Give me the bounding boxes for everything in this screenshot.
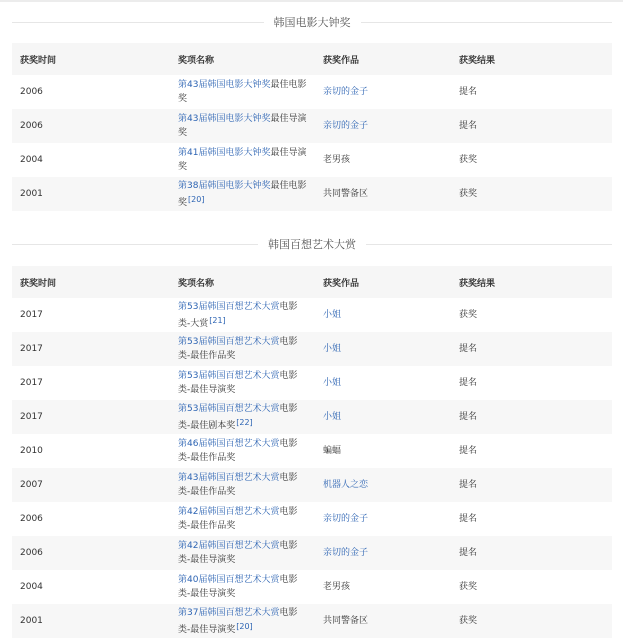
award-work-link[interactable]: 小姐 (323, 310, 342, 320)
table-row (12, 502, 612, 536)
award-name-cell (170, 109, 315, 143)
award-year: 2017 (12, 400, 170, 434)
award-year: 2017 (20, 310, 43, 320)
table-row (12, 177, 612, 211)
table-row (12, 75, 612, 109)
award-category: 电影类-最佳作品奖 (178, 337, 298, 361)
award-year: 2006 (20, 514, 43, 524)
award-category: 电影类-最佳导演奖 (178, 371, 298, 395)
award-category: 最佳电影奖 (178, 180, 307, 208)
award-year: 2004 (20, 582, 43, 592)
award-result: 提名 (451, 468, 612, 502)
award-work-cell (315, 143, 451, 177)
award-name-link[interactable]: 第46届韩国百想艺术大赏 (178, 439, 280, 449)
award-work-cell (315, 502, 451, 536)
award-work-link[interactable]: 亲切的金子 (323, 121, 369, 131)
header-result: 获奖结果 (451, 266, 612, 298)
table-header-row (12, 266, 612, 298)
table-row (12, 109, 612, 143)
award-work-cell (315, 434, 451, 468)
award-result: 提名 (451, 536, 612, 570)
award-category: 最佳导演奖 (178, 148, 307, 172)
award-category: 电影类-大赏 (178, 301, 298, 329)
award-result: 获奖 (451, 604, 612, 638)
section-title-daejong (12, 12, 612, 32)
award-name-cell (170, 536, 315, 570)
award-name-link[interactable]: 第42届韩国百想艺术大赏 (178, 507, 280, 517)
section-title-baeksang (12, 234, 612, 254)
table-row (12, 536, 612, 570)
header-year: 获奖时间 (12, 43, 170, 75)
award-category: 电影类-最佳剧本奖 (178, 403, 298, 431)
table-row (12, 400, 612, 434)
award-name-link[interactable]: 第40届韩国百想艺术大赏 (178, 575, 280, 585)
award-work: 共同警备区 (323, 616, 369, 626)
award-year: 2017 (12, 332, 170, 366)
award-name-cell (170, 604, 315, 638)
award-work-link[interactable]: 亲切的金子 (323, 514, 369, 524)
title-divider-right (366, 244, 612, 245)
table-row (12, 366, 612, 400)
award-name-link[interactable]: 第53届韩国百想艺术大赏 (178, 337, 280, 347)
award-work: 老男孩 (323, 582, 351, 592)
award-name-cell (170, 502, 315, 536)
award-year: 2001 (12, 177, 170, 211)
award-result: 提名 (451, 400, 612, 434)
table-row (12, 332, 612, 366)
award-name-cell (170, 400, 315, 434)
award-year: 2001 (12, 604, 170, 638)
header-work: 获奖作品 (315, 266, 451, 298)
table-row (12, 604, 612, 638)
award-result: 获奖 (459, 155, 478, 165)
award-work-link[interactable]: 亲切的金子 (323, 548, 369, 558)
award-name-cell (170, 75, 315, 109)
award-result: 提名 (459, 87, 478, 97)
award-year: 2010 (20, 446, 43, 456)
table-row (12, 570, 612, 604)
award-year: 2006 (12, 536, 170, 570)
award-name-link[interactable]: 第41届韩国电影大钟奖 (178, 148, 271, 158)
award-name-link[interactable]: 第43届韩国电影大钟奖 (178, 80, 271, 90)
award-category: 电影类-最佳作品奖 (178, 507, 298, 531)
award-year: 2006 (12, 109, 170, 143)
award-work-cell (315, 177, 451, 211)
citation-ref[interactable]: [21] (209, 315, 226, 325)
header-work: 获奖作品 (315, 43, 451, 75)
header-award: 奖项名称 (170, 43, 315, 75)
award-category: 最佳导演奖 (178, 114, 307, 138)
award-name-link[interactable]: 第53届韩国百想艺术大赏 (178, 371, 280, 381)
table-row (12, 434, 612, 468)
award-name-link[interactable]: 第42届韩国百想艺术大赏 (178, 541, 280, 551)
section-title-text: 韩国百想艺术大赏 (268, 238, 356, 251)
table-row (12, 298, 612, 332)
award-name-cell (170, 143, 315, 177)
award-work-link[interactable]: 小姐 (323, 412, 342, 422)
award-category: 电影类-最佳作品奖 (178, 473, 298, 497)
award-result: 提名 (451, 109, 612, 143)
award-work-cell (315, 536, 451, 570)
award-name-cell (170, 366, 315, 400)
award-work-cell (315, 366, 451, 400)
award-work-link[interactable]: 小姐 (323, 344, 342, 354)
award-work-cell (315, 468, 451, 502)
award-work: 共同警备区 (323, 189, 369, 199)
table-row (12, 143, 612, 177)
award-result: 提名 (459, 446, 478, 456)
title-divider-left (12, 22, 264, 23)
award-name-link[interactable]: 第37届韩国百想艺术大赏 (178, 607, 280, 618)
award-result: 获奖 (451, 177, 612, 211)
header-result: 获奖结果 (451, 43, 612, 75)
award-name-cell (170, 177, 315, 211)
header-year: 获奖时间 (12, 266, 170, 298)
award-year: 2017 (20, 378, 43, 388)
award-name-link[interactable]: 第53届韩国百想艺术大赏 (178, 403, 280, 414)
award-name-cell (170, 570, 315, 604)
award-name-cell (170, 332, 315, 366)
citation-ref[interactable]: [22] (236, 417, 253, 427)
daejong-award-table (12, 43, 612, 211)
top-border (0, 0, 623, 2)
award-result: 提名 (459, 378, 478, 388)
title-divider-right (361, 22, 613, 23)
section-title-text: 韩国电影大钟奖 (273, 16, 351, 29)
award-work-link[interactable]: 小姐 (323, 378, 342, 388)
award-work: 老男孩 (323, 155, 351, 165)
award-work-cell (315, 298, 451, 332)
award-name-link[interactable]: 第43届韩国百想艺术大赏 (178, 473, 280, 483)
citation-ref[interactable]: [20] (188, 194, 205, 204)
title-divider-left (12, 244, 258, 245)
award-work-cell (315, 400, 451, 434)
award-name-link[interactable]: 第38届韩国电影大钟奖 (178, 180, 271, 191)
citation-ref[interactable]: [20] (236, 621, 253, 631)
award-name-link[interactable]: 第43届韩国电影大钟奖 (178, 114, 271, 124)
award-result: 获奖 (459, 310, 478, 320)
award-category: 电影类-最佳作品奖 (178, 439, 298, 463)
award-result: 提名 (459, 514, 478, 524)
award-name-cell (170, 468, 315, 502)
award-work-cell (315, 75, 451, 109)
award-name-cell (170, 434, 315, 468)
award-work-cell (315, 570, 451, 604)
award-category: 电影类-最佳导演奖 (178, 541, 298, 565)
header-award: 奖项名称 (170, 266, 315, 298)
award-result: 获奖 (459, 582, 478, 592)
award-work-cell (315, 109, 451, 143)
award-work-cell (315, 604, 451, 638)
table-row (12, 468, 612, 502)
award-work-cell (315, 332, 451, 366)
award-year: 2007 (12, 468, 170, 502)
award-work-link[interactable]: 机器人之恋 (323, 480, 369, 490)
award-name-cell (170, 298, 315, 332)
award-name-link[interactable]: 第53届韩国百想艺术大赏 (178, 301, 280, 312)
award-category: 电影类-最佳导演奖 (178, 575, 298, 599)
award-year: 2006 (20, 87, 43, 97)
baeksang-award-table (12, 266, 612, 638)
award-result: 提名 (451, 332, 612, 366)
award-category: 最佳电影奖 (178, 80, 307, 104)
award-work-link[interactable]: 亲切的金子 (323, 87, 369, 97)
award-work: 蝙蝠 (323, 446, 342, 456)
table-header-row (12, 43, 612, 75)
award-year: 2004 (20, 155, 43, 165)
award-category: 电影类-最佳导演奖 (178, 607, 298, 635)
